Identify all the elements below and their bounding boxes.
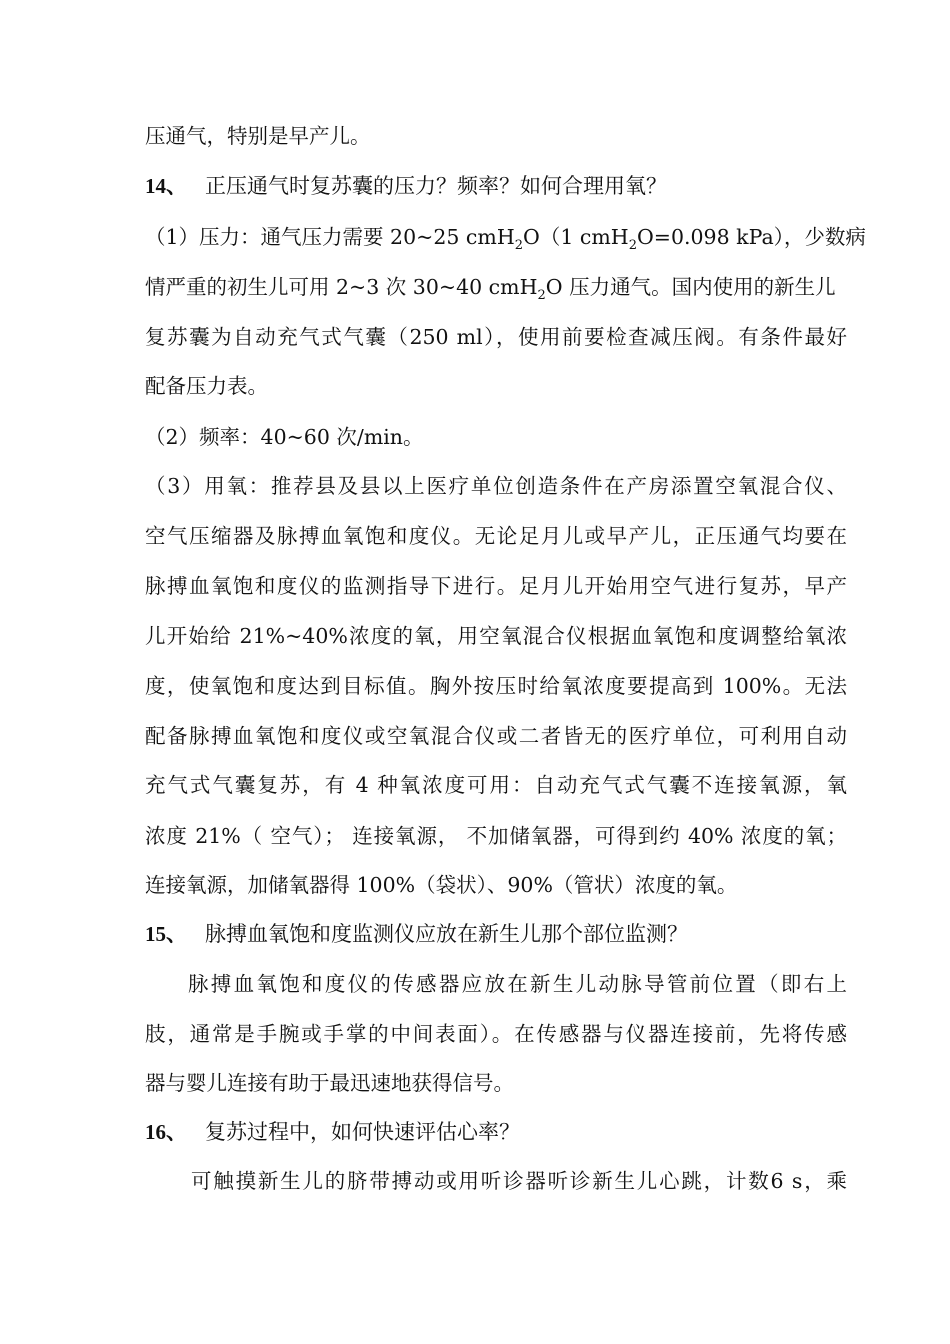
question-16-heading [145,1120,520,1144]
question-number: 16、 [145,1120,187,1144]
oxygen-line-6: 配备脉搏血氧饱和度仪或空氧混合仪或二者皆无的医疗单位，可利用自动 [145,724,847,748]
answer-15-line-1: 脉搏血氧饱和度仪的传感器应放在新生儿动脉导管前位置（即右上 [188,972,847,996]
question-title: 脉搏血氧饱和度监测仪应放在新生儿那个部位监测？ [205,922,688,946]
oxygen-line-8: 浓度 21%（ 空气）； 连接氧源， 不加储氧器，可得到约 40% 浓度的氧； [145,824,847,848]
subscript: 2 [537,288,546,303]
oxygen-line-3: 脉搏血氧饱和度仪的监测指导下进行。足月儿开始用空气进行复苏，早产 [145,574,847,598]
answer-15-line-3: 器与婴儿连接有助于最迅速地获得信号。 [145,1071,514,1095]
pressure-line-3: 复苏囊为自动充气式气囊（250 ml），使用前要检查减压阀。有条件最好 [145,325,847,349]
question-15-heading [145,922,688,946]
text-segment: O=0.098 kPa），少数病 [636,225,866,249]
text-segment: （1）压力：通气压力需要 20~25 cmH [145,225,515,249]
oxygen-line-1: （3）用氧：推荐县及县以上医疗单位创造条件在产房添置空氧混合仪、 [145,474,847,498]
question-title: 正压通气时复苏囊的压力？频率？如何合理用氧？ [205,174,667,198]
question-title: 复苏过程中，如何快速评估心率？ [205,1120,520,1144]
answer-16-line-1: 可触摸新生儿的脐带搏动或用听诊器听诊新生儿心跳，计数6 s，乘 [191,1169,847,1193]
pressure-line-4: 配备压力表。 [145,374,268,398]
text-segment: O（1 cmH [523,225,629,249]
question-number: 14、 [145,174,187,198]
frequency-line: （2）频率：40~60 次/min。 [145,425,424,449]
subscript: 2 [628,238,637,253]
oxygen-line-9: 连接氧源，加储氧器得 100%（袋状）、90%（管状）浓度的氧。 [145,873,738,897]
question-number: 15、 [145,922,187,946]
subscript: 2 [514,238,524,253]
oxygen-line-7: 充气式气囊复苏，有 4 种氧浓度可用：自动充气式气囊不连接氧源，氧 [145,773,847,797]
text-segment: 情严重的初生儿可用 2~3 次 30~40 cmH [145,275,538,299]
continuation-line: 压通气，特别是早产儿。 [145,124,371,148]
oxygen-line-5: 度，使氧饱和度达到目标值。胸外按压时给氧浓度要提高到 100%。无法 [145,674,847,698]
question-14-heading [145,174,667,198]
pressure-line-2 [145,275,836,303]
text-segment: O 压力通气。国内使用的新生儿 [545,275,836,299]
oxygen-line-2: 空气压缩器及脉搏血氧饱和度仪。无论足月儿或早产儿，正压通气均要在 [145,524,847,548]
pressure-line-1 [145,225,866,253]
answer-15-line-2: 肢，通常是手腕或手掌的中间表面）。在传感器与仪器连接前，先将传感 [145,1022,847,1046]
oxygen-line-4: 儿开始给 21%~40%浓度的氧，用空氧混合仪根据血氧饱和度调整给氧浓 [145,624,847,648]
